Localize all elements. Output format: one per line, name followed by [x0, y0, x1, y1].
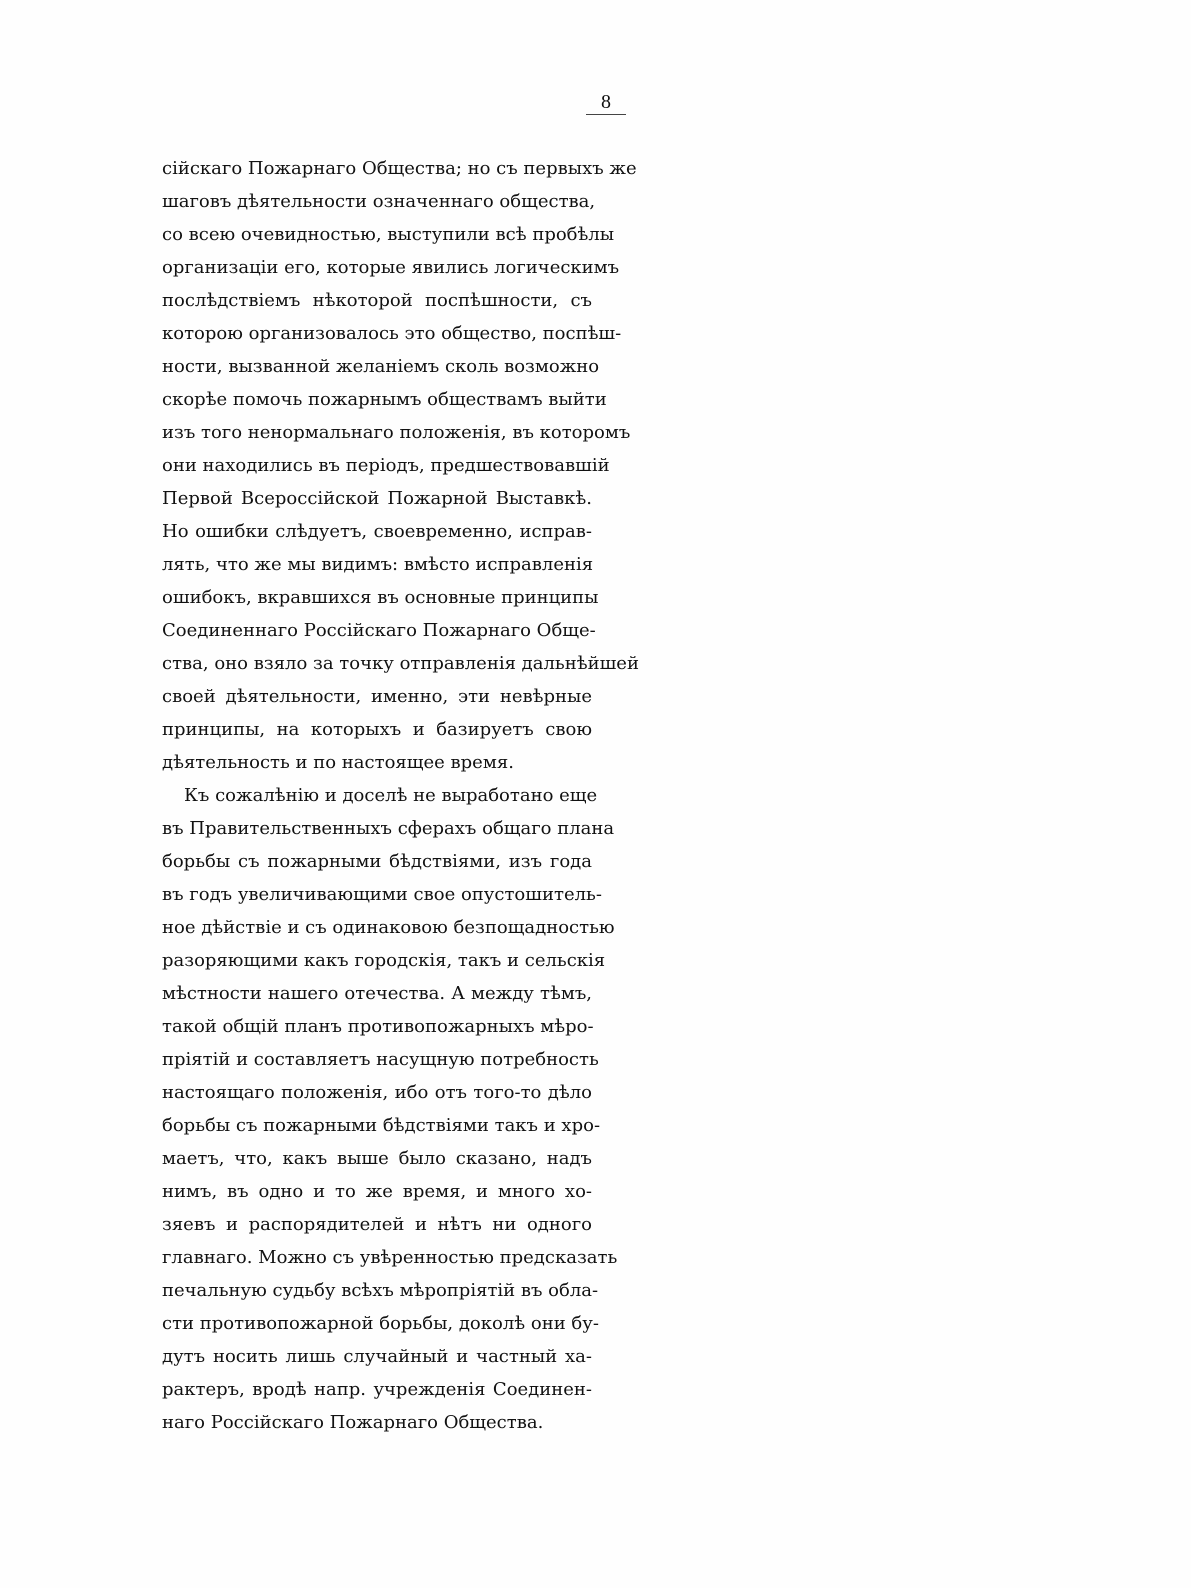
text-line: которою организовалось это общество, поспѣш-	[162, 323, 622, 344]
text-line: рактеръ, вродѣ напр. учрежденія Соединен-	[162, 1379, 592, 1400]
text-line: главнаго. Можно съ увѣренностью предсказать	[162, 1247, 618, 1268]
text-line: нимъ, въ одно и то же время, и много хо-	[162, 1181, 592, 1202]
text-line: они находились въ періодъ, предшествовавшій	[162, 455, 610, 476]
text-line: ное дѣйствіе и съ одинаковою безпощадностью	[162, 917, 615, 938]
text-line: послѣдствіемъ нѣкоторой поспѣшности, съ	[162, 290, 592, 311]
text-line: принципы, на которыхъ и базируетъ свою	[162, 719, 592, 740]
text-line: наго Россійскаго Пожарнаго Общества.	[162, 1412, 544, 1433]
body-text	[162, 152, 639, 1439]
text-line: такой общій планъ противопожарныхъ мѣро-	[162, 1016, 594, 1037]
text-line: лять, что же мы видимъ: вмѣсто исправленія	[162, 554, 594, 575]
text-line: маетъ, что, какъ выше было сказано, надъ	[162, 1148, 592, 1169]
text-line: въ Правительственныхъ сферахъ общаго плана	[162, 818, 615, 839]
text-line: дутъ носить лишь случайный и частный ха-	[162, 1346, 592, 1367]
text-line: шаговъ дѣятельности означеннаго общества,	[162, 191, 596, 212]
text-line: дѣятельность и по настоящее время.	[162, 752, 514, 773]
text-line: своей дѣятельности, именно, эти невѣрные	[162, 686, 592, 707]
paragraph-1	[162, 152, 639, 779]
text-line: мѣстности нашего отечества. А между тѣмъ,	[162, 983, 592, 1004]
text-line: Соединеннаго Россійскаго Пожарнаго Обще-	[162, 620, 596, 641]
text-line: настоящаго положенія, ибо отъ того-то дѣло	[162, 1082, 592, 1103]
text-line: ности, вызванной желаніемъ сколь возможно	[162, 356, 600, 377]
text-line: Первой Всероссійской Пожарной Выставкѣ.	[162, 488, 592, 509]
text-line: борьбы съ пожарными бѣдствіями такъ и хро-	[162, 1115, 601, 1136]
text-line: сти противопожарной борьбы, доколѣ они бу-	[162, 1313, 599, 1334]
text-line: ошибокъ, вкравшихся въ основные принципы	[162, 587, 599, 608]
text-line: изъ того ненормальнаго положенія, въ которомъ	[162, 422, 631, 443]
text-line: Но ошибки слѣдуетъ, своевременно, исправ-	[162, 521, 592, 542]
text-line: сійскаго Пожарнаго Общества; но съ первыхъ же	[162, 158, 637, 179]
text-line: скорѣе помочь пожарнымъ обществамъ выйти	[162, 389, 607, 410]
text-line: разоряющими какъ городскія, такъ и сельскія	[162, 950, 606, 971]
text-line: въ годъ увеличивающими свое опустошитель-	[162, 884, 602, 905]
text-line: Къ сожалѣнію и доселѣ не выработано еще	[184, 785, 598, 806]
text-line: зяевъ и распорядителей и нѣтъ ни одного	[162, 1214, 592, 1235]
page-number: 8	[586, 92, 626, 115]
text-line: организаціи его, которые явились логическимъ	[162, 257, 620, 278]
text-line: печальную судьбу всѣхъ мѣропріятій въ обла-	[162, 1280, 599, 1301]
text-line: борьбы съ пожарными бѣдствіями, изъ года	[162, 851, 592, 872]
text-line: ства, оно взяло за точку отправленія дальнѣйшей	[162, 653, 639, 674]
text-line: пріятій и составляетъ насущную потребность	[162, 1049, 599, 1070]
text-line: со всею очевидностью, выступили всѣ пробѣлы	[162, 224, 615, 245]
paragraph-2	[162, 779, 618, 1439]
